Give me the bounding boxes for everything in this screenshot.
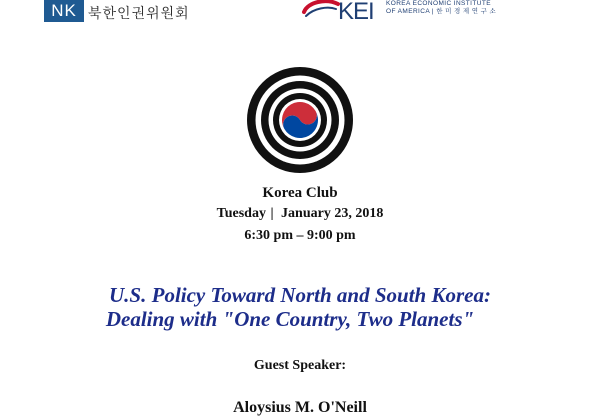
speaker-name: Aloysius M. O'Neill xyxy=(233,399,367,416)
nk-logo xyxy=(44,0,190,24)
kei-logo-line-1: KOREA ECONOMIC INSTITUTE xyxy=(386,0,491,7)
date-separator: | xyxy=(270,206,274,221)
nk-logo-text: 북한인권위원회 xyxy=(88,6,190,22)
kei-logo xyxy=(300,0,560,26)
event-title-line-2: Dealing with "One Country, Two Planets" xyxy=(105,307,475,331)
nk-logo-letters: NK xyxy=(44,0,84,22)
club-name: Korea Club xyxy=(262,185,338,201)
korea-club-emblem-icon xyxy=(244,64,356,176)
kei-logo-lines xyxy=(386,0,496,16)
event-date-line xyxy=(0,206,600,222)
kei-logo-line-2: OF AMERICA | 한 미 경 제 연 구 소 xyxy=(386,8,497,15)
event-date: January 23, 2018 xyxy=(281,206,384,221)
event-time: 6:30 pm – 9:00 pm xyxy=(244,228,356,243)
kei-logo-mark: KEI xyxy=(338,0,374,25)
event-day: Tuesday xyxy=(216,206,266,221)
event-title-line-1: U.S. Policy Toward North and South Korea: xyxy=(109,283,491,307)
kei-swoosh-icon xyxy=(300,0,340,22)
guest-speaker-label: Guest Speaker: xyxy=(253,358,347,373)
